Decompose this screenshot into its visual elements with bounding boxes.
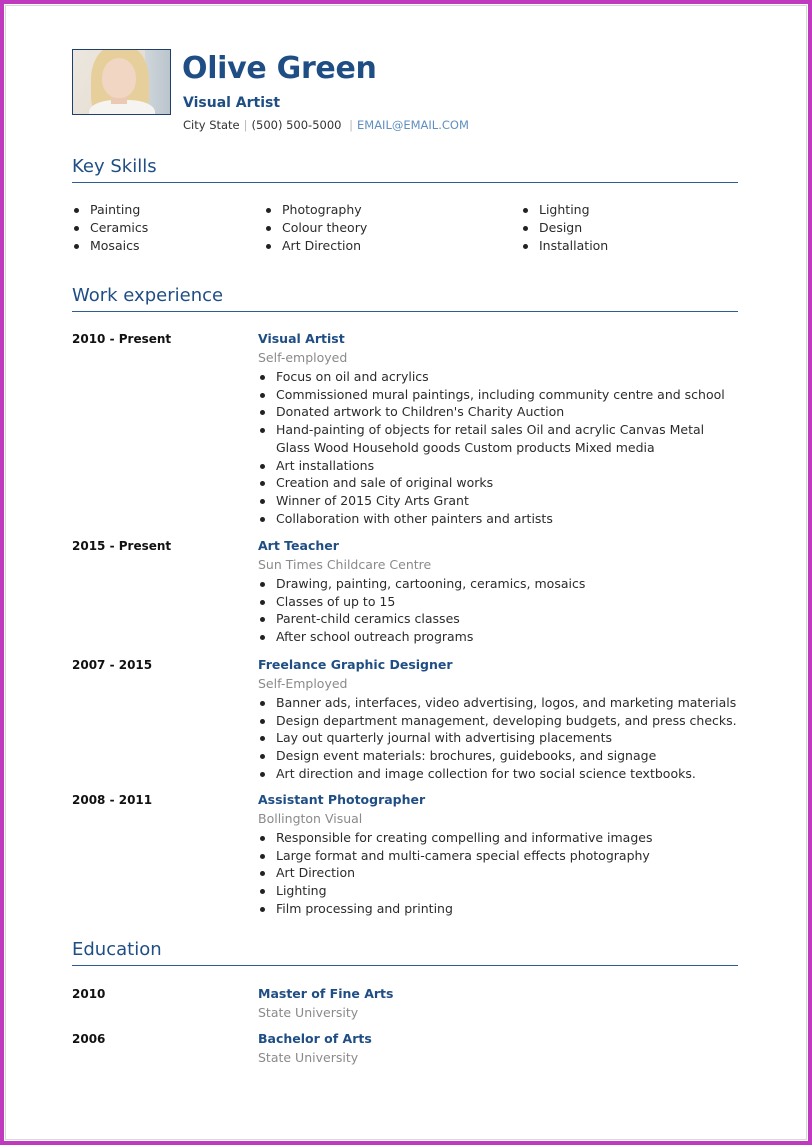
bullet-item: Design department management, developing budgets, and press checks. (258, 712, 738, 730)
bullet-item: Creation and sale of original works (258, 474, 738, 492)
section-title-skills: Key Skills (72, 156, 157, 177)
entry-school: State University (258, 1005, 359, 1020)
bullet-item: Hand-painting of objects for retail sales Oil and acrylic Canvas Metal Glass Wood Household goods Custom products Mixed media (258, 421, 738, 456)
bullet-item: After school outreach programs (258, 628, 738, 646)
contact-email[interactable]: EMAIL@EMAIL.COM (357, 118, 469, 132)
skill-item: Lighting (521, 201, 608, 219)
entry-role: Freelance Graphic Designer (258, 657, 453, 672)
bullet-item: Collaboration with other painters and artists (258, 510, 738, 528)
skills-column-2 (264, 201, 367, 255)
entry-date: 2010 - Present (72, 332, 172, 346)
entry-bullets (258, 368, 738, 527)
skill-item: Painting (72, 201, 148, 219)
entry-date: 2007 - 2015 (72, 658, 153, 672)
entry-organization: Self-employed (258, 350, 348, 365)
bullet-item: Parent-child ceramics classes (258, 610, 738, 628)
entry-degree: Bachelor of Arts (258, 1031, 372, 1046)
skill-item: Art Direction (264, 237, 367, 255)
bullet-item: Banner ads, interfaces, video advertising, logos, and marketing materials (258, 694, 738, 712)
bullet-item: Classes of up to 15 (258, 593, 738, 611)
contact-phone: (500) 500-5000 (251, 118, 342, 132)
section-divider (72, 311, 738, 312)
entry-organization: Sun Times Childcare Centre (258, 557, 432, 572)
bullet-item: Design event materials: brochures, guidebooks, and signage (258, 747, 738, 765)
skills-column-1 (72, 201, 148, 255)
bullet-item: Drawing, painting, cartooning, ceramics, mosaics (258, 575, 738, 593)
skill-item: Mosaics (72, 237, 148, 255)
bullet-item: Art installations (258, 457, 738, 475)
bullet-item: Film processing and printing (258, 900, 738, 918)
candidate-title: Visual Artist (183, 95, 281, 111)
candidate-name: Olive Green (182, 51, 377, 86)
bullet-item: Commissioned mural paintings, including community centre and school (258, 386, 738, 404)
skill-item: Ceramics (72, 219, 148, 237)
section-divider (72, 182, 738, 183)
skill-item: Photography (264, 201, 367, 219)
bullet-item: Lighting (258, 882, 738, 900)
section-title-experience: Work experience (72, 285, 224, 306)
entry-bullets (258, 575, 738, 646)
entry-date: 2008 - 2011 (72, 793, 153, 807)
skill-item: Colour theory (264, 219, 367, 237)
entry-role: Art Teacher (258, 538, 339, 553)
entry-organization: Bollington Visual (258, 811, 363, 826)
bullet-item: Large format and multi-camera special effects photography (258, 847, 738, 865)
skill-item: Design (521, 219, 608, 237)
entry-date: 2015 - Present (72, 539, 172, 553)
contact-location: City State (183, 118, 240, 132)
entry-organization: Self-Employed (258, 676, 348, 691)
skills-column-3 (521, 201, 608, 255)
contact-line: City State | (500) 500-5000 | EMAIL@EMAIL.COM (183, 118, 469, 132)
entry-school: State University (258, 1050, 359, 1065)
entry-role: Assistant Photographer (258, 792, 426, 807)
section-title-education: Education (72, 939, 162, 960)
profile-photo (72, 49, 171, 115)
entry-date: 2010 (72, 987, 106, 1001)
bullet-item: Lay out quarterly journal with advertising placements (258, 729, 738, 747)
entry-role: Visual Artist (258, 331, 345, 346)
bullet-item: Donated artwork to Children's Charity Auction (258, 403, 738, 421)
entry-date: 2006 (72, 1032, 106, 1046)
skill-item: Installation (521, 237, 608, 255)
entry-degree: Master of Fine Arts (258, 986, 394, 1001)
bullet-item: Art direction and image collection for two social science textbooks. (258, 765, 738, 783)
entry-bullets (258, 829, 738, 918)
bullet-item: Focus on oil and acrylics (258, 368, 738, 386)
bullet-item: Winner of 2015 City Arts Grant (258, 492, 738, 510)
bullet-item: Responsible for creating compelling and informative images (258, 829, 738, 847)
bullet-item: Art Direction (258, 864, 738, 882)
section-divider (72, 965, 738, 966)
entry-bullets (258, 694, 738, 783)
